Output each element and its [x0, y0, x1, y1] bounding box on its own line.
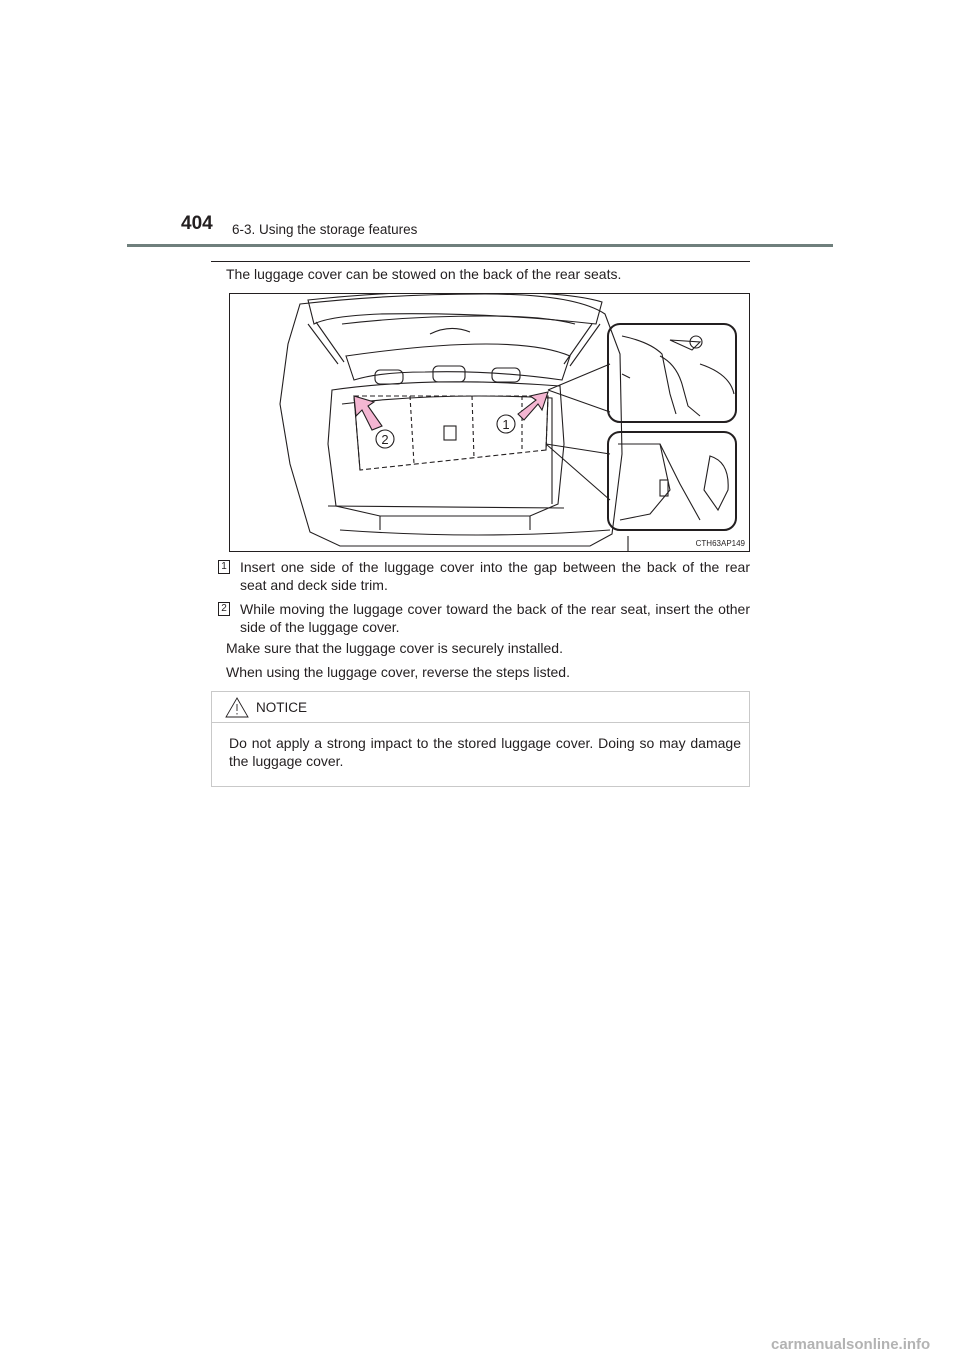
intro-rule [211, 261, 750, 262]
step-text-2: While moving the luggage cover toward the back of the rear seat, insert the other side of the luggage cover. [240, 601, 750, 635]
warning-icon [225, 697, 249, 718]
note-installed: Make sure that the luggage cover is securely installed. [226, 640, 563, 656]
step-number-2: 2 [218, 602, 230, 616]
notice-title: NOTICE [256, 700, 308, 715]
notice-text: Do not apply a strong impact to the stored luggage cover. Doing so may damage the luggage cover. [229, 735, 741, 769]
notice-header [212, 692, 749, 723]
section-title: 6-3. Using the storage features [232, 222, 418, 237]
step-number-1: 1 [218, 560, 230, 574]
intro-text: The luggage cover can be stowed on the back of the rear seats. [226, 266, 622, 282]
figure-code: CTH63AP149 [695, 539, 745, 548]
page-number: 404 [181, 213, 213, 234]
callout-2: 2 [381, 432, 389, 447]
step-2 [218, 600, 750, 636]
step-text-1: Insert one side of the luggage cover into the gap between the back of the rear seat and deck side trim. [240, 559, 750, 593]
step-1 [218, 558, 750, 594]
luggage-cover-illustration [229, 293, 750, 552]
header-rule [127, 244, 833, 247]
callout-1: 1 [502, 417, 510, 432]
watermark: carmanualsonline.info [771, 1336, 931, 1353]
notice-box [211, 691, 750, 787]
note-reverse: When using the luggage cover, reverse the steps listed. [226, 664, 570, 680]
